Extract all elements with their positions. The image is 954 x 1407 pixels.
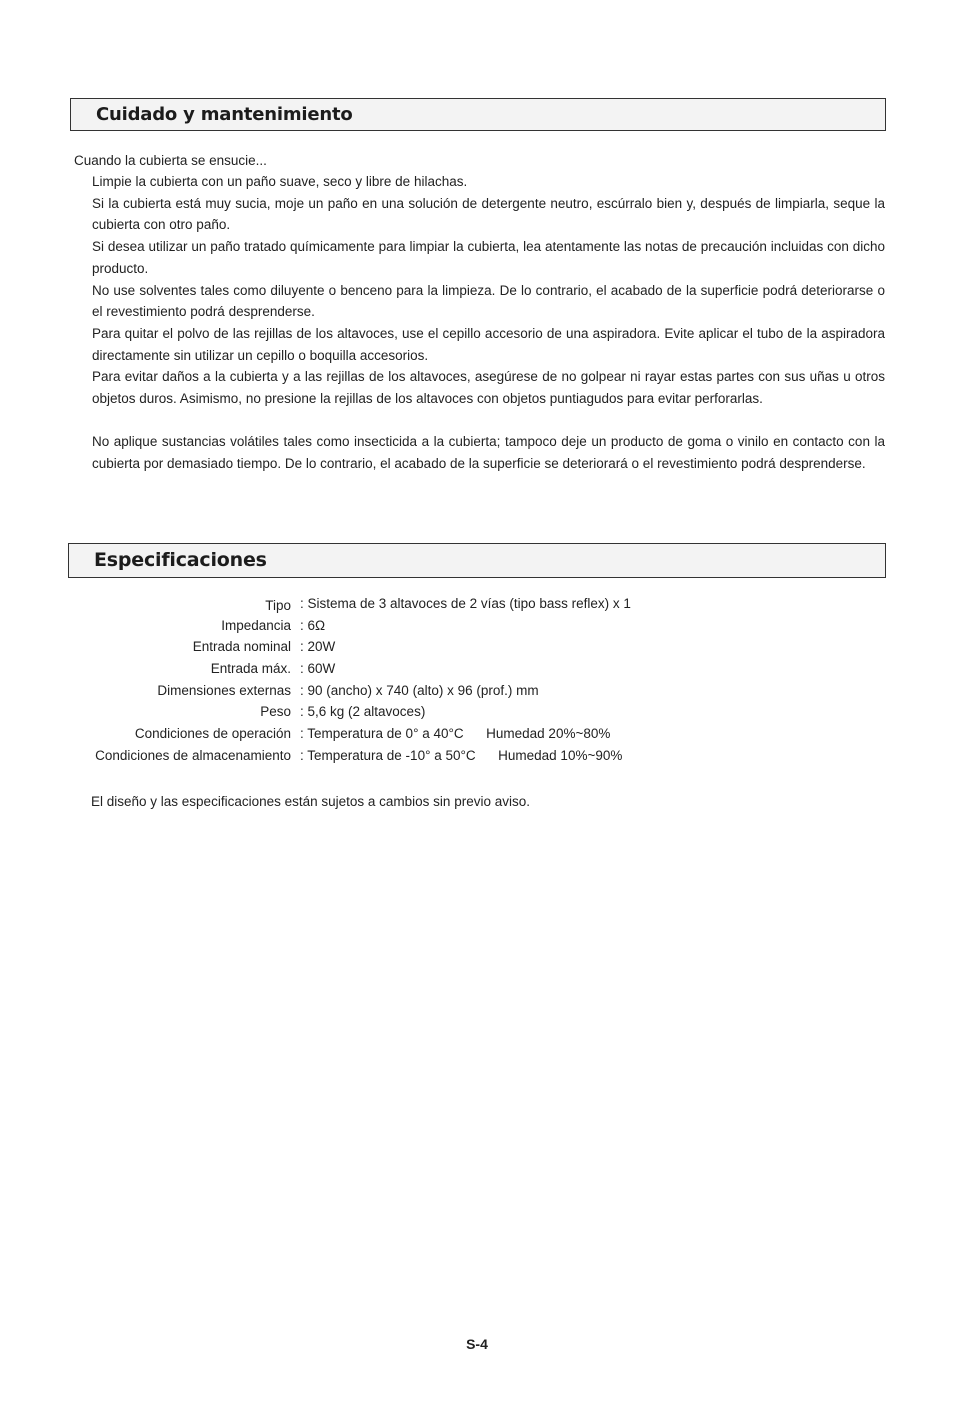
care-intro: Cuando la cubierta se ensucie...: [74, 153, 267, 168]
spec-row: [70, 615, 770, 637]
spec-value: : 90 (ancho) x 740 (alto) x 96 (prof.) mm: [300, 682, 539, 698]
spec-label: Peso: [260, 704, 291, 720]
care-body: [92, 171, 885, 475]
spec-row: [70, 636, 770, 658]
care-paragraph: No use solventes tales como diluyente o benceno para la limpieza. De lo contrario, el acabado de la superficie podrá deteriorarse o el revestimiento podrá desprenderse.: [92, 282, 885, 320]
spec-label: Impedancia: [221, 617, 291, 633]
care-paragraph: Si la cubierta está muy sucia, moje un paño en una solución de detergente neutro, escúrralo bien y, después de limpiarla, seque la cubierta con otro paño.: [92, 195, 885, 233]
page-number: [0, 1336, 954, 1352]
care-paragraph: Limpie la cubierta con un paño suave, seco y libre de hilachas.: [92, 174, 468, 189]
care-section-title: Cuidado y mantenimiento: [96, 104, 353, 125]
specs-section-header: [68, 543, 886, 578]
spec-value: : Sistema de 3 altavoces de 2 vías (tipo bass reflex) x 1: [300, 596, 631, 611]
spec-label: Tipo: [265, 598, 291, 613]
spec-value: : Temperatura de -10° a 50°C Humedad 10%~90%: [300, 747, 623, 763]
spec-row: [70, 723, 770, 745]
spec-row: [70, 701, 770, 723]
care-paragraph: No aplique sustancias volátiles tales como insecticida a la cubierta; tampoco deje un producto de goma o vinilo en contacto con la cubierta por demasiado tiempo. De lo contrario, el acabado de la superficie se deteriorará o el revestimiento podrá desprenderse.: [92, 434, 885, 472]
spec-value: : 20W: [300, 639, 336, 655]
spec-row: [70, 745, 770, 767]
spec-label: Dimensiones externas: [157, 682, 291, 698]
specs-note: El diseño y las especificaciones están sujetos a cambios sin previo aviso.: [91, 794, 530, 809]
spec-label: Condiciones de almacenamiento: [95, 747, 291, 763]
spec-value: : 5,6 kg (2 altavoces): [300, 704, 426, 720]
care-section-header: [70, 98, 886, 131]
spec-row: [70, 593, 770, 615]
page-number-text: S-4: [466, 1336, 488, 1352]
spec-value: : 60W: [300, 661, 336, 677]
spec-row: [70, 680, 770, 702]
specs-section-title: Especificaciones: [94, 549, 267, 571]
care-paragraph: Para quitar el polvo de las rejillas de los altavoces, use el cepillo accesorio de una aspiradora. Evite aplicar el tubo de la aspiradora directamente sin utilizar un cepillo o boquilla accesorios.: [92, 325, 885, 363]
spec-label: Entrada nominal: [192, 639, 291, 655]
care-paragraph: Si desea utilizar un paño tratado químicamente para limpiar la cubierta, lea atentamente las notas de precaución incluidas con dicho producto.: [92, 239, 885, 276]
spec-value: : Temperatura de 0° a 40°C Humedad 20%~80%: [300, 726, 611, 742]
care-paragraph: Para evitar daños a la cubierta y a las rejillas de los altavoces, asegúrese de no golpear ni rayar estas partes con sus uñas u otros objetos duros. Asimismo, no presione la rejillas de los altavoces con objetos puntiagudos para evitar perforarlas.: [92, 369, 885, 407]
spec-row: [70, 658, 770, 680]
spec-label: Entrada máx.: [210, 661, 291, 677]
specs-table: [70, 593, 770, 767]
spec-label: Condiciones de operación: [134, 726, 291, 742]
spec-value: : 6Ω: [300, 617, 326, 633]
